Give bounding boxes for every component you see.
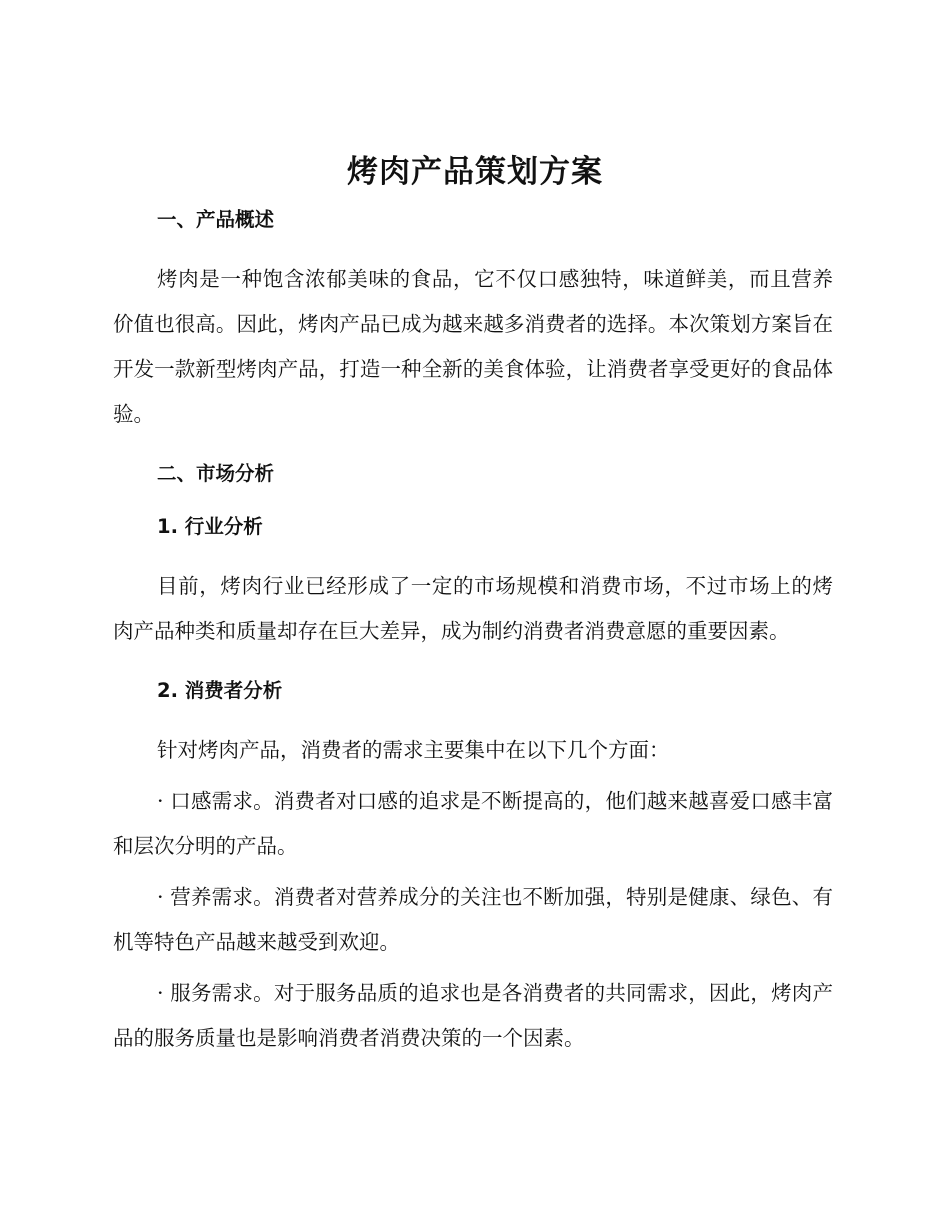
- bullet-nutrition-demand: · 营养需求。消费者对营养成分的关注也不断加强，特别是健康、绿色、有机等特色产品越来越受到欢迎。: [113, 885, 833, 954]
- document-body: [113, 200, 833, 1061]
- paragraph-industry-analysis: 目前，烤肉行业已经形成了一定的市场规模和消费市场，不过市场上的烤肉产品种类和质量却存在巨大差异，成为制约消费者消费意愿的重要因素。: [113, 574, 833, 643]
- subsection-heading-consumer-analysis: 2. 消费者分析: [157, 679, 283, 702]
- section-heading-product-overview: 一、产品概述: [157, 208, 275, 231]
- section-heading-market-analysis: 二、市场分析: [157, 462, 275, 485]
- document-title: 烤肉产品策划方案: [347, 154, 603, 190]
- subsection-heading-industry-analysis: 1. 行业分析: [157, 515, 263, 538]
- bullet-service-demand: · 服务需求。对于服务品质的追求也是各消费者的共同需求，因此，烤肉产品的服务质量也是影响消费者消费决策的一个因素。: [113, 981, 833, 1050]
- paragraph-product-overview: 烤肉是一种饱含浓郁美味的食品，它不仅口感独特，味道鲜美，而且营养价值也很高。因此，烤肉产品已成为越来越多消费者的选择。本次策划方案旨在开发一款新型烤肉产品，打造一种全新的美食体验，让消费者享受更好的食品体验。: [113, 267, 833, 426]
- paragraph-consumer-intro: 针对烤肉产品，消费者的需求主要集中在以下几个方面：: [157, 738, 670, 762]
- bullet-taste-demand: · 口感需求。消费者对口感的追求是不断提高的，他们越来越喜爱口感丰富和层次分明的产品。: [113, 789, 833, 858]
